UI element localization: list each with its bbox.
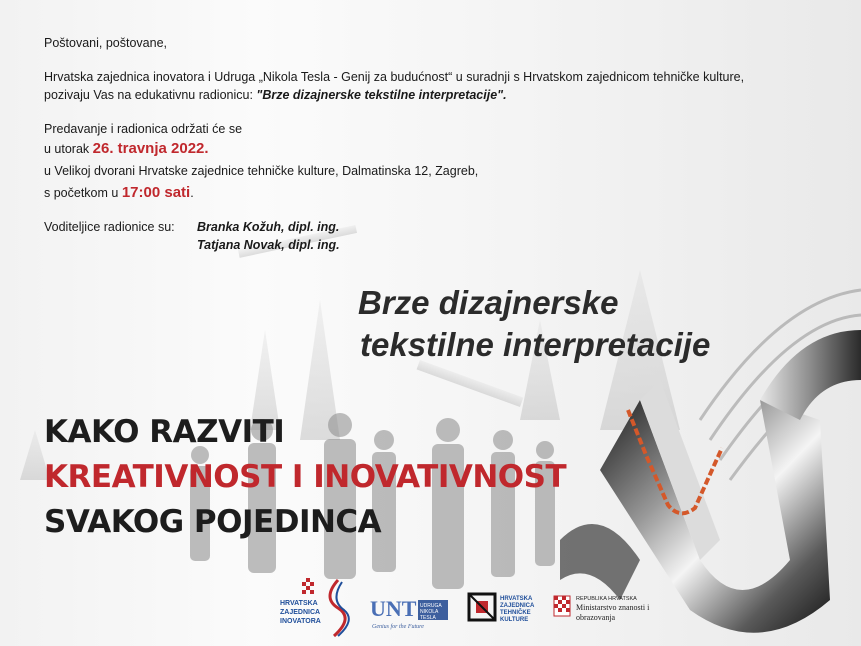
time-suffix: .	[190, 186, 194, 200]
invitation-letter	[44, 34, 844, 254]
unt-sub-3: TESLA	[420, 615, 436, 621]
event-time: 17:00 sati	[121, 184, 191, 201]
headline-line-1: KAKO RAZVITI	[44, 414, 285, 450]
mzo-line-2: Ministarstvo znanosti i	[576, 603, 650, 612]
hztk-line-4: KULTURE	[500, 617, 529, 623]
unt-logo	[370, 596, 448, 630]
leaders-row-2	[44, 236, 844, 254]
mzo-line-1: REPUBLIKA HRVATSKA	[576, 596, 637, 602]
intro-line-2	[44, 86, 844, 104]
workshop-title-line-1: Brze dizajnerske	[358, 284, 619, 321]
mzo-line-3: obrazovanja	[576, 613, 616, 622]
greeting: Poštovani, poštovane,	[44, 36, 167, 50]
hztk-line-3: TEHNIČKE	[500, 610, 531, 616]
date-line	[44, 138, 844, 160]
logos-row	[272, 578, 692, 638]
time-prefix: s početkom u	[44, 186, 122, 200]
hztk-logo	[469, 594, 535, 623]
unt-sub-2: NIKOLA	[420, 609, 439, 615]
time-line	[44, 182, 844, 204]
workshop-title-line-2: tekstilne interpretacije	[360, 326, 711, 363]
hzi-line-2: ZAJEDNICA	[280, 609, 321, 616]
headline	[44, 410, 566, 545]
intro-line-1: Hrvatska zajednica inovatora i Udruga „Nikola Tesla - Genij za budućnost“ u suradnji s Hrvatskom zajednicom tehničke kulture,	[44, 70, 745, 84]
hzi-line-1: HRVATSKA	[280, 600, 318, 607]
leader-2: Tatjana Novak, dipl. ing.	[197, 238, 340, 252]
leaders-label: Voditeljice radionice su:	[44, 220, 175, 234]
hztk-line-2: ZAJEDNICA	[500, 603, 535, 609]
leaders-row	[44, 218, 844, 236]
unt-mark: UNT	[370, 596, 417, 621]
hztk-line-1: HRVATSKA	[500, 596, 533, 602]
hzi-logo	[280, 578, 349, 636]
workshop-title-inline: "Brze dizajnerske tekstilne interpretacije".	[256, 88, 507, 102]
mzo-logo	[554, 596, 650, 622]
venue-line: u Velikoj dvorani Hrvatske zajednice tehničke kulture, Dalmatinska 12, Zagreb,	[44, 164, 479, 178]
leader-1: Branka Kožuh, dipl. ing.	[197, 220, 340, 234]
unt-sub-1: UDRUGA	[420, 603, 442, 609]
headline-line-3: SVAKOG POJEDINCA	[44, 504, 382, 540]
intro-line-2-prefix: pozivaju Vas na edukativnu radionicu:	[44, 88, 257, 102]
headline-line-2: KREATIVNOST I INOVATIVNOST	[44, 459, 567, 495]
event-date: 26. travnja 2022.	[92, 140, 209, 157]
hzi-line-3: INOVATORA	[280, 618, 321, 625]
unt-tagline: Genius for the Future	[372, 624, 424, 630]
event-line: Predavanje i radionica održati će se	[44, 122, 243, 136]
workshop-title	[358, 282, 710, 366]
date-prefix: u utorak	[44, 142, 93, 156]
